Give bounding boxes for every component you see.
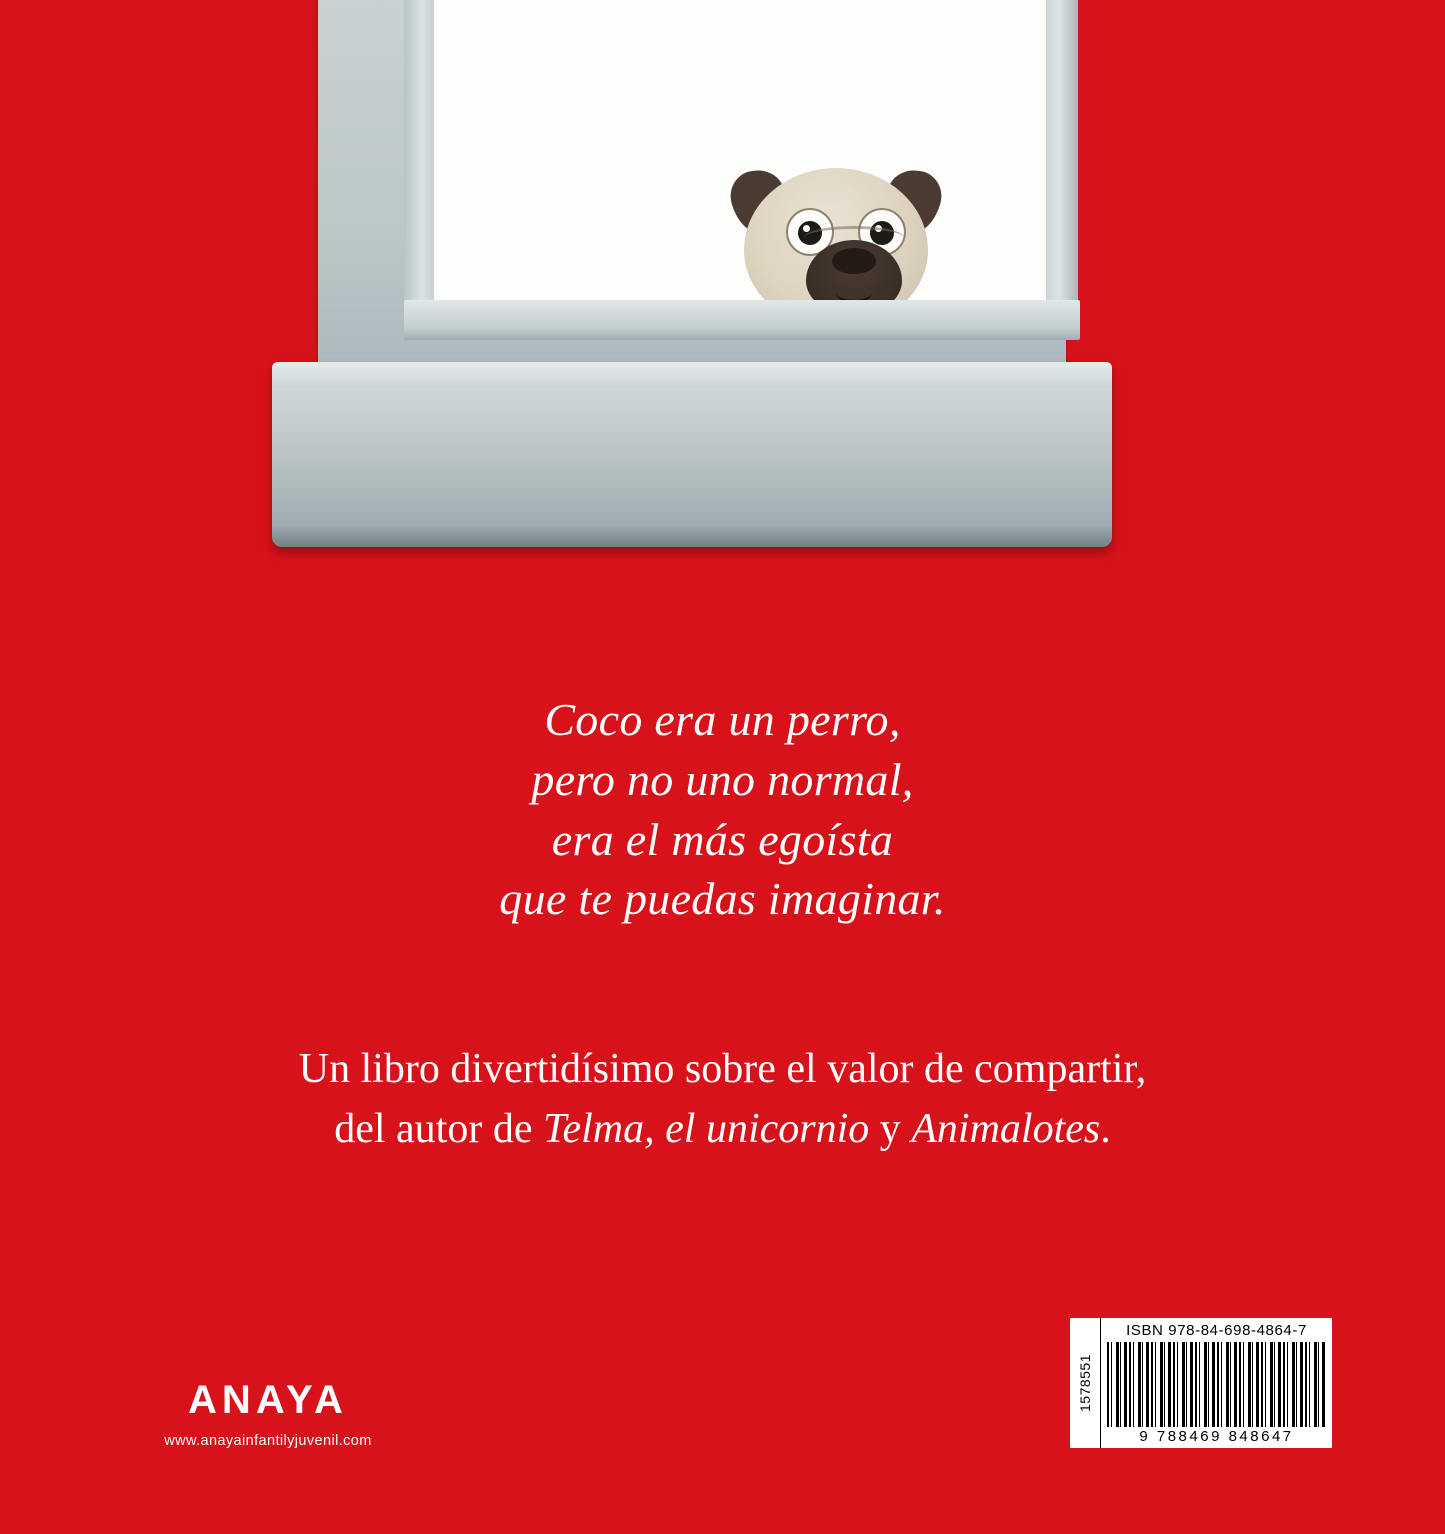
verse-text xyxy=(0,690,1445,929)
publisher-website-link[interactable]: www.anayainfantilyjuvenil.com xyxy=(164,1433,372,1449)
barcode-side-code-text: 1578551 xyxy=(1077,1353,1094,1413)
barcode-main xyxy=(1101,1318,1332,1448)
window-sill xyxy=(272,362,1112,547)
blurb-line-2-suffix: . xyxy=(1100,1105,1111,1152)
blurb-line-2 xyxy=(0,1100,1445,1160)
publisher-logo: ANAYA xyxy=(188,1378,348,1422)
referenced-title-1: Telma, el unicornio xyxy=(542,1105,870,1152)
blurb-line-2-prefix: del autor de xyxy=(334,1105,543,1152)
publisher-block xyxy=(108,1378,428,1449)
window-illustration xyxy=(272,0,1112,580)
window-sill-lip xyxy=(272,362,1112,388)
barcode-side-code xyxy=(1070,1318,1101,1448)
isbn-label: ISBN xyxy=(1126,1322,1164,1339)
verse-line-3: era el más egoísta xyxy=(551,813,894,865)
pug-nose xyxy=(832,248,876,274)
isbn-value: 978-84-698-4864-7 xyxy=(1168,1322,1307,1339)
window-frame xyxy=(318,0,1066,400)
barcode-bars xyxy=(1107,1342,1326,1427)
verse-line-4: que te puedas imaginar. xyxy=(499,873,946,925)
isbn-text xyxy=(1107,1322,1326,1339)
blurb-text xyxy=(0,1040,1445,1159)
referenced-title-2: Animalotes xyxy=(911,1105,1101,1152)
isbn-barcode xyxy=(1070,1318,1332,1448)
window-sill-shadow xyxy=(272,525,1112,547)
ean-digits: 9 788469 848647 xyxy=(1139,1428,1294,1445)
blurb-line-2-conjunction: y xyxy=(869,1105,912,1152)
blurb-line-1: Un libro divertidísimo sobre el valor de compartir, xyxy=(298,1046,1147,1092)
window-sash-right xyxy=(1046,0,1078,322)
window-sash-bottom xyxy=(404,300,1080,340)
window-sash-left xyxy=(404,0,434,322)
verse-line-1: Coco era un perro, xyxy=(544,694,901,745)
verse-line-2: pero no uno normal, xyxy=(531,753,914,805)
